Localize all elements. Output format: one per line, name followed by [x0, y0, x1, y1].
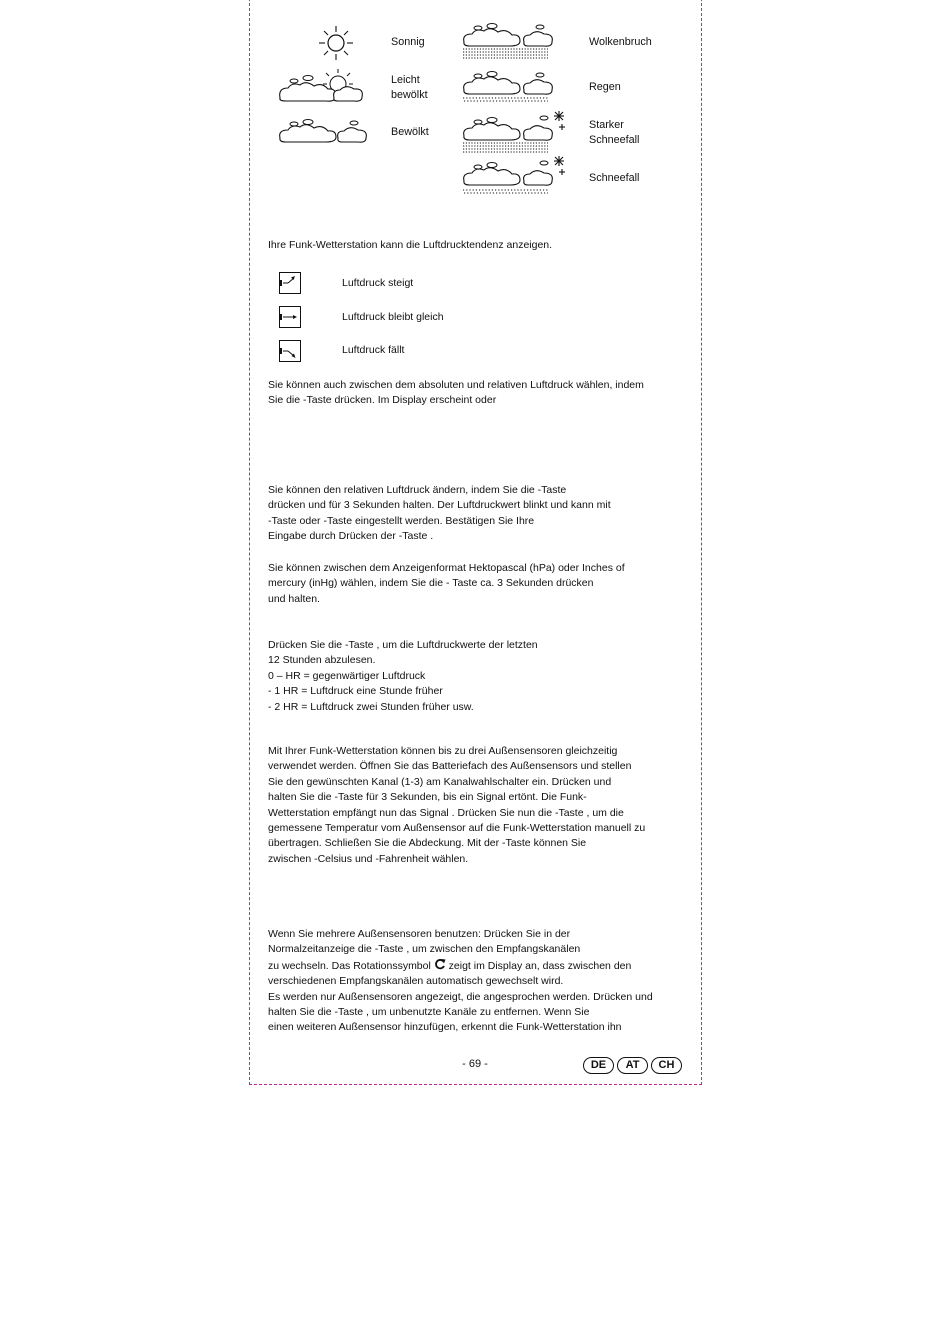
country-badge-at: AT: [617, 1057, 648, 1074]
paragraph-outdoor-sensors: Mit Ihrer Funk-Wetterstation können bis zu drei Außensensoren gleichzeitig verwendet werden. Öffnen Sie das Batteriefach des Außensensors und stellen Sie den gewünschten Kanal (1-3) am Kanalwahlschalter ein. Drücken und halten Sie die -Taste für 3 Sekunden, bis ein Signal ertönt. Die Funk- Wetterstation empfängt nun das Signal . Drücken Sie nun die -Taste , um die gemessene Temperatur vom Außensensor auf die Funk-Wetterstation manuell zu übertragen. Schließen Sie die Abdeckung. Mit der -Taste können Sie zwischen -Celsius und -Fahrenheit wählen.: [268, 745, 646, 865]
paragraph-absolute-relative-pressure: Sie können auch zwischen dem absoluten und relativen Luftdruck wählen, indem Sie die -Taste drücken. Im Display erscheint oder: [268, 379, 644, 407]
pressure-falling-icon: [279, 340, 301, 362]
country-badge-ch: CH: [651, 1057, 682, 1074]
paragraph-unit-format: Sie können zwischen dem Anzeigenformat Hektopascal (hPa) oder Inches of mercury (inHg) wählen, indem Sie die - Taste ca. 3 Sekunden drücken und halten.: [268, 562, 625, 605]
pressure-tendency-intro: Ihre Funk-Wetterstation kann die Luftdrucktendenz anzeigen.: [268, 239, 553, 251]
rotation-arrow-icon: [434, 958, 446, 970]
rain-icon: [460, 70, 556, 106]
weather-label-wolkenbruch: Wolkenbruch: [589, 36, 652, 48]
sun-icon: [318, 25, 354, 61]
heavy-snow-icon: [460, 110, 568, 154]
weather-label-sonnig: Sonnig: [391, 36, 425, 48]
weather-label-schneefall: Schneefall: [589, 172, 640, 184]
weather-label-regen: Regen: [589, 81, 621, 93]
weather-label-bewoelkt: Bewölkt: [391, 126, 429, 138]
pressure-trend-label: Luftdruck fällt: [342, 344, 405, 356]
pressure-trend-label: Luftdruck steigt: [342, 277, 414, 289]
weather-label-leicht-bewoelkt: Leicht bewölkt: [391, 74, 428, 101]
pressure-trend-label: Luftdruck bleibt gleich: [342, 311, 444, 323]
partly-cloudy-icon: [276, 68, 368, 106]
cloudy-icon: [276, 118, 368, 146]
pressure-steady-icon: [279, 306, 301, 328]
cloudburst-icon: [460, 22, 556, 62]
country-badge-de: DE: [583, 1057, 614, 1074]
paragraph-pressure-history: Drücken Sie die -Taste , um die Luftdruckwerte der letzten 12 Stunden abzulesen. 0 – HR = gegenwärtiger Luftdruck - 1 HR = Luftdruck eine Stunde früher - 2 HR = Luftdruck zwei Stunden früher usw.: [268, 639, 538, 713]
paragraph-multiple-sensors: Wenn Sie mehrere Außensensoren benutzen: Drücken Sie in der Normalzeitanzeige die -Taste , um zwischen den Empfangskanälen zu wechseln. Das Rotationssymbol zeigt im Display an, dass zwischen den verschiedenen Empfangskanälen automatisch gewechselt wird. Es werden nur Außensensoren angezeigt, die angesprochen werden. Drücken und halten Sie die -Taste , um unbenutzte Kanäle zu entfernen. Wenn Sie einen weiteren Außensensor hinzufügen, erkennt die Funk-Wetterstation ihn: [268, 928, 653, 1034]
snow-icon: [460, 155, 568, 199]
paragraph-relative-pressure-change: Sie können den relativen Luftdruck ändern, indem Sie die -Taste drücken und für 3 Sekunden halten. Der Luftdruckwert blinkt und kann mit -Taste oder -Taste eingestellt werden. Bestätigen Sie Ihre Eingabe durch Drücken der -Taste .: [268, 484, 611, 543]
page-number: - 69 -: [462, 1058, 488, 1070]
weather-label-starker-schneefall: Starker Schneefall: [589, 119, 640, 146]
pressure-rising-icon: [279, 272, 301, 294]
